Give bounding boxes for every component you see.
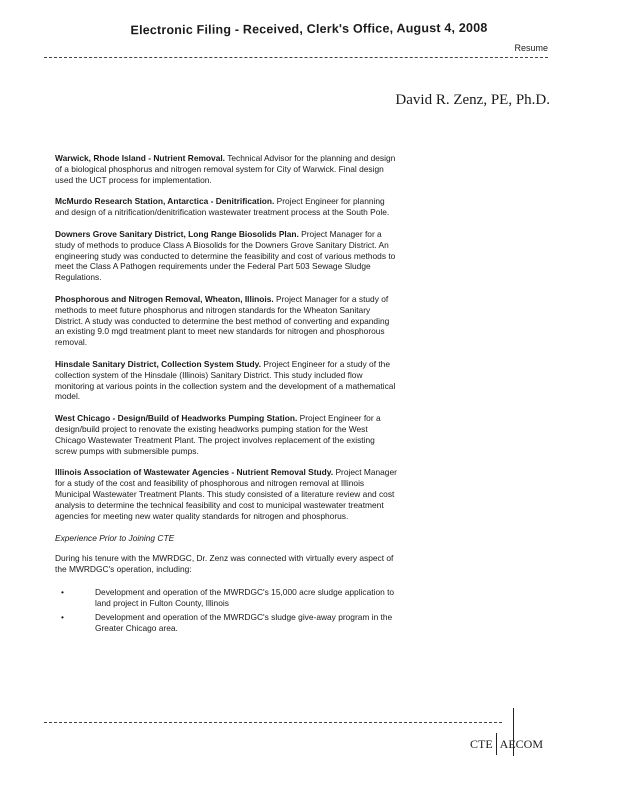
logo-cte: CTE: [470, 736, 493, 751]
project-description: Project Manager for a study of the cost and feasibility of phosphorous and nitrogen removal at Illinois Municipal Wastewater Treatment Plants. This study consisted of a literature review and cost analysis to determine the technical feasibility and cost to municipal wastewater treatment agencies for meeting new water quality standards for nitrogen and phosphorus.: [55, 467, 397, 521]
logo-aecom: AECOM: [499, 736, 544, 751]
project-title: Downers Grove Sanitary District, Long Range Biosolids Plan.: [55, 228, 299, 239]
project-description: Technical Advisor for the planning and design of a biological phosphorus and nitrogen removal system for City of Warwick. Final design used the UCT process for implementation.: [55, 153, 396, 185]
project-description: Project Engineer for a study of the collection system of the Hinsdale (Illinois) Sanitary District. This study included flow monitoring at various points in the collection system and the development of a mathematical model.: [55, 358, 396, 402]
project-title: West Chicago - Design/Build of Headworks Pumping Station.: [55, 413, 298, 424]
project-title: Hinsdale Sanitary District, Collection System Study.: [55, 358, 262, 369]
experience-list: [55, 587, 397, 634]
header-rule: [44, 57, 548, 58]
project-description: Project Manager for a study of methods to meet future phosphorus and nitrogen standards for the Wheaton Sanitary District. A study was conducted to determine the best method of converting and expanding an existing 9.0 mgd treatment plant to meet new standards for nitrogen and phosphorous removal.: [55, 293, 390, 348]
experience-intro: During his tenure with the MWRDGC, Dr. Zenz was connected with virtually every aspect of the MWRDGC's operation, including:: [55, 553, 394, 574]
list-item-text: Development and operation of the MWRDGC's 15,000 acre sludge application to land project in Fulton County, Illinois: [95, 586, 395, 608]
filing-stamp: Electronic Filing - Received, Clerk's Office, August 4, 2008: [130, 20, 488, 38]
experience-heading: Experience Prior to Joining CTE: [55, 533, 175, 544]
project-entry: [55, 196, 397, 218]
document-type-label: Resume: [514, 43, 548, 53]
list-item: [55, 587, 397, 609]
project-entry: [55, 467, 397, 521]
project-entry: [55, 229, 397, 283]
list-item: [55, 612, 397, 634]
bullet-icon: •: [61, 612, 64, 623]
footer-rule: [44, 722, 502, 723]
project-description: Project Engineer for a design/build project to renovate the existing headworks pumping station for the West Chicago Wastewater Treatment Plant. The project involves replacement of the existing screw pumps with submersible pumps.: [55, 413, 381, 456]
bullet-icon: •: [61, 586, 64, 597]
project-entry: [55, 413, 397, 456]
project-entry: [55, 153, 397, 185]
project-description: Project Engineer for planning and design of a nitrification/denitrification wastewater treatment process at the South Pole.: [55, 196, 390, 218]
company-logo: [470, 733, 543, 755]
project-description: Project Manager for a study of methods to produce Class A Biosolids for the Downers Grove Sanitary District. An engineering study was conducted to determine the feasibility and cost of various methods to meet the Class A Pathogen requirements under the Federal Part 503 Sewage Sludge Regulations.: [55, 228, 396, 283]
project-title: McMurdo Research Station, Antarctica - Denitrification.: [55, 196, 275, 207]
author-name: David R. Zenz, PE, Ph.D.: [395, 92, 550, 108]
project-entry: [55, 294, 397, 348]
project-title: Phosphorous and Nitrogen Removal, Wheaton, Illinois.: [55, 293, 274, 304]
project-entry: [55, 359, 397, 402]
list-item-text: Development and operation of the MWRDGC's sludge give-away program in the Greater Chicago area.: [95, 612, 393, 634]
logo-separator: [496, 733, 497, 755]
project-title: Illinois Association of Wastewater Agencies - Nutrient Removal Study.: [55, 467, 334, 478]
project-title: Warwick, Rhode Island - Nutrient Removal.: [55, 153, 226, 163]
resume-body: [55, 153, 397, 638]
